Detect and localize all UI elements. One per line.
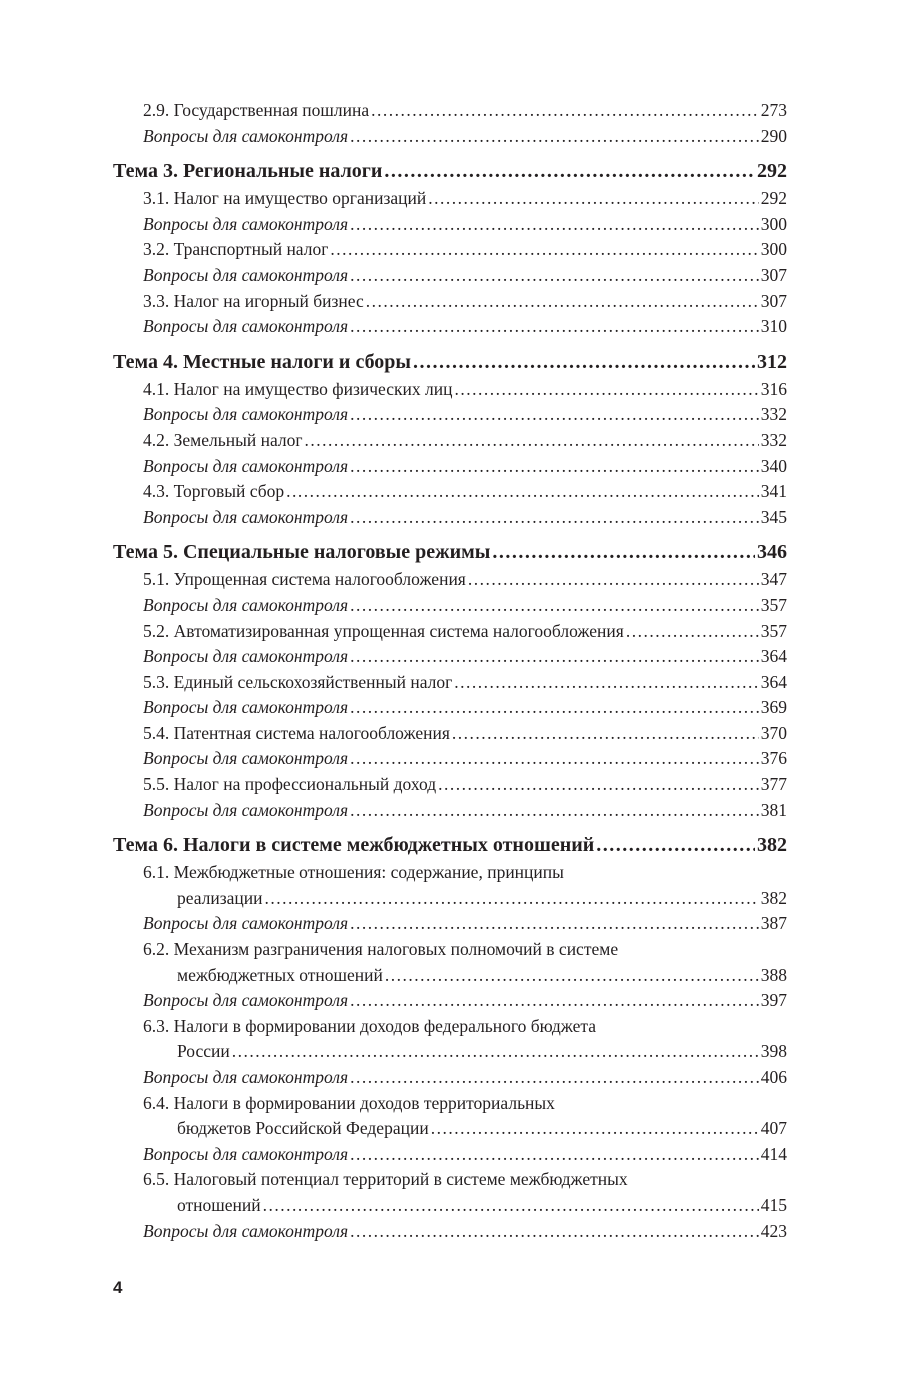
- toc-line: [113, 1065, 787, 1091]
- toc-review-questions-entry[interactable]: [113, 798, 787, 824]
- toc-line: [113, 428, 787, 454]
- dot-leader: [350, 124, 759, 150]
- page-ref: 387: [760, 913, 787, 934]
- page-ref: 357: [760, 620, 787, 641]
- page-ref: 316: [760, 378, 787, 399]
- entry-title: 4.3. Торговый сбор: [143, 481, 285, 502]
- toc-section: [113, 349, 787, 531]
- toc-review-questions-entry[interactable]: [113, 695, 787, 721]
- toc-line: [113, 263, 787, 289]
- toc-line: [113, 289, 787, 315]
- toc-subsection-entry[interactable]: [113, 1014, 787, 1065]
- entry-title: Вопросы для самоконтроля: [143, 506, 349, 527]
- entry-title: 5.1. Упрощенная система налогообложения: [143, 569, 466, 590]
- entry-title: Вопросы для самоконтроля: [143, 125, 349, 146]
- topic-title: Тема 4. Местные налоги и сборы: [113, 350, 412, 373]
- page-ref: 273: [760, 100, 787, 120]
- toc-subsection-entry[interactable]: [113, 1091, 787, 1142]
- page-ref: 376: [760, 748, 787, 769]
- page-ref: 398: [760, 1041, 787, 1062]
- page-ref: 364: [760, 671, 787, 692]
- entry-title: Вопросы для самоконтроля: [143, 799, 349, 820]
- page-ref: 397: [760, 990, 787, 1011]
- toc-line: [113, 911, 787, 937]
- page-ref: 341: [760, 481, 787, 502]
- page-ref: 340: [760, 455, 787, 476]
- toc-line: [113, 1091, 787, 1117]
- toc-line: [113, 593, 787, 619]
- page-ref: 332: [760, 429, 787, 450]
- dot-leader: [350, 988, 759, 1014]
- toc-line: [113, 886, 787, 912]
- toc-subsection-entry[interactable]: [113, 428, 787, 454]
- toc-topic-entry[interactable]: [113, 158, 787, 184]
- page-ref: 414: [760, 1143, 787, 1164]
- toc-line: [113, 567, 787, 593]
- dot-leader: [438, 772, 759, 798]
- entry-title: реализации: [177, 887, 263, 908]
- dot-leader: [350, 644, 759, 670]
- toc-subsection-entry[interactable]: [113, 567, 787, 593]
- entry-title: Вопросы для самоконтроля: [143, 697, 349, 718]
- entry-title: 3.1. Налог на имущество организаций: [143, 188, 427, 209]
- entry-title: 5.2. Автоматизированная упрощенная система налогообложения: [143, 620, 624, 641]
- page-ref: 364: [760, 646, 787, 667]
- toc-line: [113, 721, 787, 747]
- dot-leader: [350, 1219, 759, 1245]
- page-ref: 357: [760, 594, 787, 615]
- toc-line: [113, 186, 787, 212]
- page-ref: 423: [760, 1220, 787, 1241]
- toc-line: [113, 1142, 787, 1168]
- dot-leader: [232, 1039, 759, 1065]
- toc-line: [113, 644, 787, 670]
- toc-line: [113, 377, 787, 403]
- page-ref: 290: [760, 125, 787, 146]
- toc-review-questions-entry[interactable]: [113, 988, 787, 1014]
- toc-line: [113, 479, 787, 505]
- toc-review-questions-entry[interactable]: [113, 212, 787, 238]
- toc-subsection-entry[interactable]: [113, 479, 787, 505]
- page-ref: 406: [760, 1067, 787, 1087]
- page-ref: 310: [760, 316, 787, 337]
- dot-leader: [371, 98, 759, 124]
- dot-leader: [350, 911, 759, 937]
- page-ref: 415: [760, 1194, 787, 1215]
- dot-leader: [413, 349, 755, 375]
- toc-subsection-entry[interactable]: [113, 377, 787, 403]
- toc-review-questions-entry[interactable]: [113, 644, 787, 670]
- toc-review-questions-entry[interactable]: [113, 263, 787, 289]
- toc-line: [113, 1167, 787, 1193]
- toc-line: [113, 1116, 787, 1142]
- entry-title: межбюджетных отношений: [177, 964, 383, 985]
- toc-subsection-entry[interactable]: [113, 289, 787, 315]
- dot-leader: [350, 746, 759, 772]
- toc-review-questions-entry[interactable]: [113, 505, 787, 531]
- dot-leader: [431, 1116, 759, 1142]
- toc-review-questions-entry[interactable]: [113, 314, 787, 340]
- page-ref: 307: [760, 264, 787, 285]
- dot-leader: [350, 212, 759, 238]
- toc-line: [113, 314, 787, 340]
- toc-line: [113, 670, 787, 696]
- toc-review-questions-entry[interactable]: [113, 402, 787, 428]
- entry-title: 5.4. Патентная система налогообложения: [143, 722, 450, 743]
- page-ref: 307: [760, 290, 787, 311]
- entry-title: Вопросы для самоконтроля: [143, 594, 349, 615]
- dot-leader: [350, 314, 759, 340]
- entry-title: Вопросы для самоконтроля: [143, 913, 349, 934]
- page-ref: 332: [760, 404, 787, 425]
- entry-title: Вопросы для самоконтроля: [143, 646, 349, 667]
- dot-leader: [350, 402, 759, 428]
- dot-leader: [366, 289, 759, 315]
- topic-title: Тема 6. Налоги в системе межбюджетных отношений: [113, 834, 595, 857]
- page-ref: 370: [760, 722, 787, 743]
- entry-title: 6.1. Межбюджетные отношения: содержание, принципы: [143, 862, 564, 883]
- toc-line: [113, 988, 787, 1014]
- toc-topic-entry[interactable]: [113, 349, 787, 375]
- toc-topic-entry[interactable]: [113, 539, 787, 565]
- entry-title: 5.3. Единый сельскохозяйственный налог: [143, 671, 453, 692]
- toc-section: [113, 158, 787, 340]
- dot-leader: [428, 186, 759, 212]
- dot-leader: [350, 263, 759, 289]
- page-ref: 347: [760, 569, 787, 590]
- dot-leader: [350, 1065, 759, 1091]
- toc-subsection-entry[interactable]: [113, 186, 787, 212]
- toc-subsection-entry[interactable]: [113, 860, 787, 911]
- entry-title: отношений: [177, 1194, 261, 1215]
- page-ref: 407: [760, 1118, 787, 1139]
- toc-review-questions-entry[interactable]: [113, 1219, 787, 1245]
- page-ref: 382: [757, 834, 787, 857]
- page-ref: 292: [757, 160, 787, 183]
- page-ref: 292: [760, 188, 787, 209]
- entry-title: 3.2. Транспортный налог: [143, 239, 329, 260]
- dot-leader: [286, 479, 759, 505]
- topic-title: Тема 5. Специальные налоговые режимы: [113, 541, 491, 564]
- dot-leader: [305, 428, 759, 454]
- toc-review-questions-entry[interactable]: [113, 1065, 787, 1091]
- dot-leader: [350, 798, 759, 824]
- page-ref: 388: [760, 964, 787, 985]
- dot-leader: [626, 619, 759, 645]
- dot-leader: [454, 670, 758, 696]
- toc-line: [113, 798, 787, 824]
- toc-section: [113, 98, 787, 149]
- entry-title: 6.5. Налоговый потенциал территорий в системе межбюджетных: [143, 1169, 628, 1190]
- entry-title: 6.3. Налоги в формировании доходов федерального бюджета: [143, 1015, 597, 1036]
- toc-subsection-entry[interactable]: [113, 619, 787, 645]
- toc-review-questions-entry[interactable]: [113, 911, 787, 937]
- entry-title: России: [177, 1041, 230, 1062]
- dot-leader: [350, 695, 759, 721]
- entry-title: Вопросы для самоконтроля: [143, 990, 349, 1011]
- page-ref: 300: [760, 239, 787, 260]
- toc-subsection-entry[interactable]: [113, 670, 787, 696]
- entry-title: Вопросы для самоконтроля: [143, 1143, 349, 1164]
- dot-leader: [265, 886, 759, 912]
- dot-leader: [350, 593, 759, 619]
- table-of-contents: [113, 98, 787, 1244]
- page-ref: 345: [760, 506, 787, 527]
- toc-line: [113, 1193, 787, 1219]
- toc-line: [113, 963, 787, 989]
- toc-line: [113, 619, 787, 645]
- dot-leader: [350, 1142, 759, 1168]
- entry-title: Вопросы для самоконтроля: [143, 1220, 349, 1241]
- page-ref: 369: [760, 697, 787, 718]
- toc-subsection-entry[interactable]: [113, 98, 787, 124]
- entry-title: Вопросы для самоконтроля: [143, 213, 349, 234]
- entry-title: 6.4. Налоги в формировании доходов территориальных: [143, 1092, 555, 1113]
- toc-subsection-entry[interactable]: [113, 1167, 787, 1218]
- toc-subsection-entry[interactable]: [113, 721, 787, 747]
- page-ref: 382: [760, 887, 787, 908]
- toc-line: [113, 505, 787, 531]
- toc-line: [113, 1219, 787, 1245]
- page-number: 4: [113, 1278, 123, 1297]
- page-ref: 377: [760, 774, 787, 795]
- toc-review-questions-entry[interactable]: [113, 593, 787, 619]
- entry-title: 3.3. Налог на игорный бизнес: [143, 290, 364, 311]
- toc-line: [113, 98, 787, 124]
- toc-section: [113, 832, 787, 1244]
- entry-title: 6.2. Механизм разграничения налоговых полномочий в системе: [143, 939, 619, 960]
- toc-review-questions-entry[interactable]: [113, 746, 787, 772]
- entry-title: Вопросы для самоконтроля: [143, 316, 349, 337]
- toc-subsection-entry[interactable]: [113, 772, 787, 798]
- dot-leader: [492, 539, 755, 565]
- toc-line: [113, 695, 787, 721]
- toc-line: [113, 772, 787, 798]
- toc-line: [113, 237, 787, 263]
- dot-leader: [350, 505, 759, 531]
- entry-title: 4.1. Налог на имущество физических лиц: [143, 378, 453, 399]
- toc-line: [113, 937, 787, 963]
- dot-leader: [455, 377, 759, 403]
- dot-leader: [330, 237, 758, 263]
- entry-title: 2.9. Государственная пошлина: [143, 100, 370, 120]
- toc-line: [113, 860, 787, 886]
- dot-leader: [385, 963, 759, 989]
- page-ref: 381: [760, 799, 787, 820]
- entry-title: Вопросы для самоконтроля: [143, 455, 349, 476]
- dot-leader: [596, 832, 755, 858]
- toc-subsection-entry[interactable]: [113, 237, 787, 263]
- toc-review-questions-entry[interactable]: [113, 454, 787, 480]
- entry-title: Вопросы для самоконтроля: [143, 1067, 349, 1087]
- page-ref: 312: [757, 350, 787, 373]
- toc-line: [113, 1039, 787, 1065]
- entry-title: Вопросы для самоконтроля: [143, 748, 349, 769]
- toc-section: [113, 539, 787, 823]
- entry-title: 4.2. Земельный налог: [143, 429, 303, 450]
- entry-title: Вопросы для самоконтроля: [143, 264, 349, 285]
- toc-line: [113, 1014, 787, 1040]
- dot-leader: [263, 1193, 759, 1219]
- entry-title: бюджетов Российской Федерации: [177, 1118, 429, 1139]
- toc-line: [113, 124, 787, 150]
- entry-title: 5.5. Налог на профессиональный доход: [143, 774, 437, 795]
- topic-title: Тема 3. Региональные налоги: [113, 160, 383, 183]
- dot-leader: [452, 721, 759, 747]
- toc-line: [113, 746, 787, 772]
- page-ref: 300: [760, 213, 787, 234]
- toc-line: [113, 402, 787, 428]
- entry-title: Вопросы для самоконтроля: [143, 404, 349, 425]
- dot-leader: [384, 158, 755, 184]
- toc-topic-entry[interactable]: [113, 832, 787, 858]
- toc-review-questions-entry[interactable]: [113, 1142, 787, 1168]
- toc-line: [113, 454, 787, 480]
- dot-leader: [468, 567, 759, 593]
- toc-subsection-entry[interactable]: [113, 937, 787, 988]
- toc-line: [113, 212, 787, 238]
- page-ref: 346: [757, 541, 787, 564]
- toc-review-questions-entry[interactable]: [113, 124, 787, 150]
- dot-leader: [350, 454, 759, 480]
